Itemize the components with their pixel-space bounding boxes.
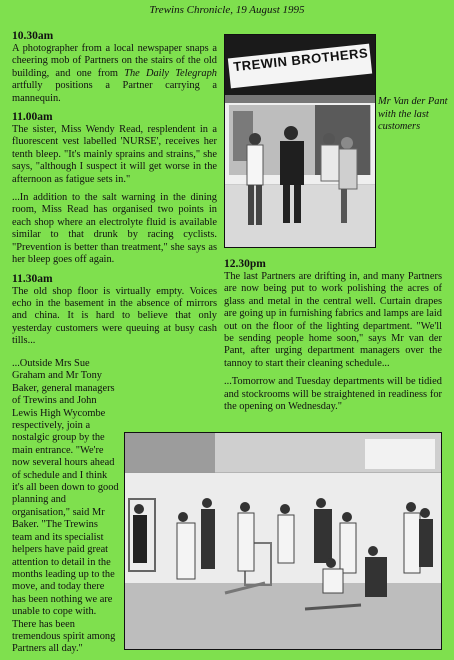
- photo-caption: Mr Van der Pant with the last customers: [378, 96, 448, 133]
- paragraph: The last Partners are drifting in, and many Partners are now being put to work polishing the acres of glass and metal in the central well. Curtain drapes are going up in furnishing fabrics and lamps are laid out on the floor of the lighting department. "We'll be sending people home soon," says Mr van der Pant, after urging department managers over the tannoy to start their cleaning schedule...: [224, 271, 442, 369]
- left-column: [12, 24, 217, 354]
- storefront-photo: [224, 34, 376, 248]
- storefront-sign-text: TREWIN BROTHERS: [232, 45, 369, 75]
- time-heading: 12.30pm: [224, 258, 266, 270]
- paragraph: ...In addition to the salt warning in the dining room, Miss Read has organised two points in each shop where an electrolyte fluid is available similar to that drunk by racing cyclists. "Prevention is better than treatment," she says as her bleep goes off again.: [12, 192, 217, 266]
- shop-floor-photo: [124, 432, 442, 650]
- time-heading: 11.30am: [12, 272, 53, 285]
- publication-header: Trewins Chronicle, 19 August 1995: [149, 4, 305, 16]
- paragraph: The old shop floor is virtually empty. Voices echo in the basement in the absence of mirrors and china. It is hard to believe that only yesterday customers were queuing at busy cash tills...: [12, 285, 217, 347]
- paragraph: ...Tomorrow and Tuesday departments will be tidied and stockrooms will be straightened in readiness for the opening on Wednesday.": [224, 376, 442, 413]
- time-heading: 11.00am: [12, 111, 53, 124]
- time-heading: 10.30am: [12, 30, 54, 42]
- paragraph: ...Outside Mrs Sue Graham and Mr Tony Baker, general managers of Trewins and John Lewis High Wycombe respectively, join a nostalgic group by the main entrance. "We're now several hours ahead of schedule and I think it's all been down to good planning and organisation," said Mr Baker. "The Trewins team and its specialist helpers have paid great attention to detail in the months leading up to the move, and today there has been nothing we are unable to cope with. There has been tremendous spirit among Partners all day.": [12, 358, 119, 655]
- paragraph: A photographer from a local newspaper snaps a cheering mob of Partners on the stairs of the old building, and one from The Daily Telegraph artfully positions a Partner carrying a mannequin.: [12, 43, 217, 104]
- shop-floor-illustration: [125, 433, 441, 649]
- paragraph: The sister, Miss Wendy Read, resplendent in a fluorescent vest labelled 'NURSE', receives her tenth bleep. "It's mainly sprains and strains," she says, "although I suspect it will get worse in the afternoon as fatigue sets in.": [12, 124, 217, 185]
